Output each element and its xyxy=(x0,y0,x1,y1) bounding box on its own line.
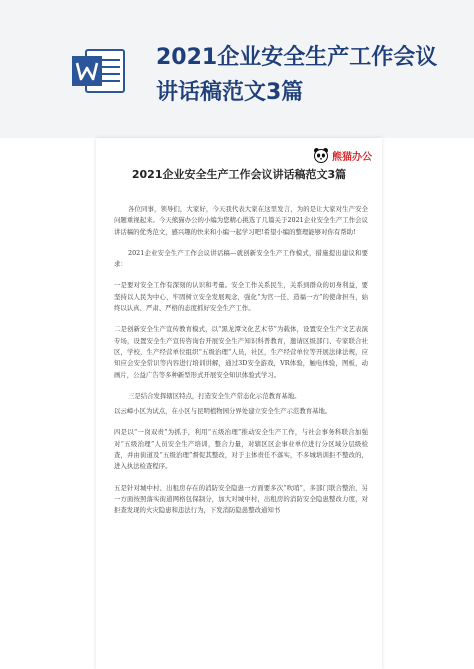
header-banner xyxy=(0,0,474,138)
paragraph: 二是创新安全生产宣传教育模式，以“黑龙潭文化艺术节”为载体，设置安全生产文艺表演专场，设置安全生产宣传咨询台开展安全生产知识科普教育，邀请区级部门、专家联合社区，学校，生产经营单位组织“五级治理”人员，社区，生产经营单位等开展法律法规，应知应会安全常识等内容进行培训讲解，通过3D安全游戏，VR体验，触电体验，图板，动画片，公益广告等多种新型形式开展安全知识体验式学习。 xyxy=(114,325,368,379)
document-title: 2021企业安全生产工作会议讲话稿范文3篇 xyxy=(131,168,347,181)
document-page xyxy=(96,138,382,669)
brand-logo xyxy=(313,146,372,164)
word-document-icon xyxy=(72,48,126,94)
paragraph: 以云嶂小区为试点，在小区与昆明植物园分界处建立安全生产示范教育基地。 xyxy=(114,407,332,416)
paragraph: 三是结合发挥辖区特点，打造安全生产常态化示范教育基地。 xyxy=(128,391,301,400)
document-body xyxy=(114,204,368,527)
page-title: 2021企业安全生产工作会议讲话稿范文3篇 xyxy=(156,45,438,105)
paragraph: 一是要对安全工作有深刻的认识和考量。安全工作关系民生，关系到群众的切身利益，要坚持以人民为中心，牢固树立安全发展观念，强化“为官一任、造福一方”的使命担当，始终以认真、严肃、严格的态度抓好安全生产工作。 xyxy=(114,281,368,313)
paragraph: 四是以“一岗双责”为抓手，利用“五级治理”推动安全生产工作，与社会事务科联合加强对“五级治理”人员安全生产培训，整合力量，对辖区区企事业单位进行分区域分层级检查，并由街道及“五级治理”督促其整改，对于主体责任不落实，不多城培训拒不整改的，进入执法检查程序。 xyxy=(114,428,368,471)
paragraph: 2021企业安全生产工作会议讲话稿—就创新安全生产工作模式，措施提出建议和要求： xyxy=(114,248,368,269)
paragraph: 五是针对城中村、出租房存在的消防安全隐患一方面要多次“吹哨”，多部门联合整治，另一方面按照落实街道网格包保制分，加大对城中村，出租房的消防安全隐患整改力度，对拒查发现的火灾隐患和违法行为，下发消防隐患整改通知书 xyxy=(114,483,368,515)
paragraph: 各位同事，领导们，大家好，今天我代表大家在这里发言，为的是让大家对生产安全问题重视起来。今天熊猫办公的小编为您精心挑选了几篇关于2021企业安全生产工作会议讲话稿的优秀范文，感兴趣的快来和小编一起学习吧!希望小编的整理能够对你有帮助! xyxy=(114,205,368,236)
panda-icon xyxy=(313,147,329,163)
brand-name: 熊猫办公 xyxy=(332,151,372,163)
